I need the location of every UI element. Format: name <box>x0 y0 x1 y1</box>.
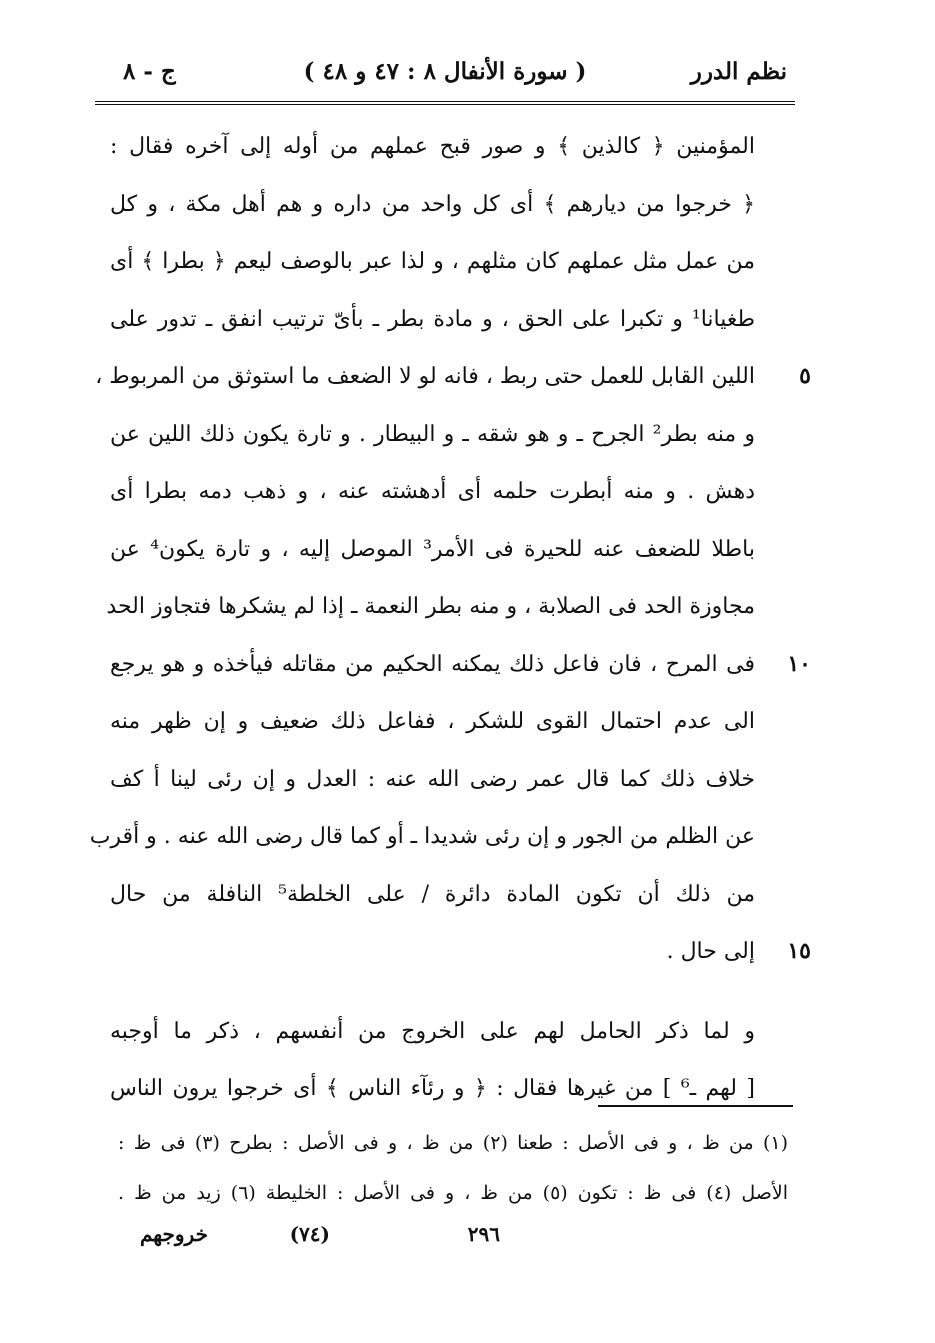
volume-number: ج - ٨ <box>123 58 176 85</box>
paragraph-gap <box>110 981 755 1003</box>
line-text: إلى حال . <box>666 939 755 964</box>
page-number: ٢٩٦ <box>467 1222 500 1246</box>
text-line <box>106 578 755 636</box>
line-number: ١٠ <box>787 650 811 677</box>
text-line <box>110 176 755 234</box>
footnote-line: الأصل (٤) فى ظ : تكون (٥) من ظ ، و فى الأصل : الخليطة (٦) زيد من ظ . <box>118 1182 788 1204</box>
line-text: فى المرح ، فان فاعل ذلك يمكنه الحكيم من مقاتله فيأخذه و هو يرجع <box>110 651 755 677</box>
text-line <box>110 521 755 579</box>
text-line <box>110 923 811 981</box>
header-rule <box>95 101 795 105</box>
text-line <box>89 808 755 866</box>
main-text <box>89 118 811 1118</box>
line-text: طغيانا¹ و تكبرا على الحق ، و مادة بطر ـ بأىّ ترتيب انفق ـ تدور على <box>110 306 755 332</box>
text-line <box>110 463 755 521</box>
line-text: باطلا للضعف عنه للحيرة فى الأمر³ الموصل إليه ، و تارة يكون⁴ عن <box>110 536 755 562</box>
text-line <box>110 866 755 924</box>
surah-reference: ( سورة الأنفال ٨ : ٤٧ و ٤٨ ) <box>303 58 587 85</box>
text-line <box>110 118 755 176</box>
footnote-line: (١) من ظ ، و فى الأصل : طعنا (٢) من ظ ، و فى الأصل : بطرح (٣) فى ظ : <box>118 1132 789 1154</box>
line-text: و منه بطر² الجرح ـ و هو شقه ـ و البيطار . و تارة يكون ذلك اللين عن <box>110 421 755 447</box>
page-footer <box>140 1222 500 1262</box>
text-line <box>110 693 755 751</box>
running-head <box>95 52 795 94</box>
line-number: ٥ <box>799 363 811 389</box>
line-number: ١٥ <box>787 938 811 964</box>
text-line <box>110 406 755 464</box>
footnotes <box>118 1118 788 1218</box>
line-text: ﴿ خرجوا من ديارهم ﴾ أى كل واحد من داره و هم أهل مكة ، و كل <box>110 191 755 217</box>
line-text: اللين القابل للعمل حتى ربط ، فانه لو لا الضعف ما استوثق من المربوط ، <box>95 364 755 389</box>
text-line <box>110 751 755 809</box>
book-title: نظم الدرر <box>690 58 787 85</box>
line-text: مجاوزة الحد فى الصلابة ، و منه بطر النعمة ـ إذا لم يشكرها فتجاوز الحد <box>106 594 755 619</box>
footnote-rule <box>598 1105 793 1107</box>
line-text: [ لهم ـ⁶ ] من غيرها فقال : ﴿ و رئآء الناس ﴾ أى خرجوا يرون الناس <box>110 1076 756 1101</box>
line-text: المؤمنين ﴿ كالذين ﴾ و صور قبح عملهم من أوله إلى آخره فقال : <box>110 134 755 159</box>
line-text: عن الظلم من الجور و إن رئى شديدا ـ أو كما قال رضى الله عنه . و أقرب <box>89 824 755 849</box>
line-text: خلاف ذلك كما قال عمر رضى الله عنه : العدل و إن رئى لينا أ كف <box>110 766 755 792</box>
line-text: الى عدم احتمال القوى للشكر ، ففاعل ذلك ضعيف و إن ظهر منه <box>110 709 755 734</box>
catchword: خروجهم <box>140 1222 208 1246</box>
line-text: من عمل مثل عملهم كان مثلهم ، و لذا عبر بالوصف ليعم ﴿ بطرا ﴾ أى <box>110 249 755 274</box>
text-line <box>95 348 811 406</box>
text-line <box>110 1003 755 1061</box>
text-line <box>110 291 755 349</box>
text-line <box>110 233 755 291</box>
line-text: من ذلك أن تكون المادة دائرة / على الخلطة⁵ النافلة من حال <box>110 881 755 907</box>
line-text: و لما ذكر الحامل لهم على الخروج من أنفسهم ، ذكر ما أوجبه <box>110 1018 755 1044</box>
signature-mark: (٧٤) <box>289 1222 330 1246</box>
text-line <box>110 1060 755 1118</box>
line-text: دهش . و منه أبطرت حلمه أى أدهشته عنه ، و ذهب دمه بطرا أى <box>110 479 756 504</box>
text-line <box>110 636 811 694</box>
